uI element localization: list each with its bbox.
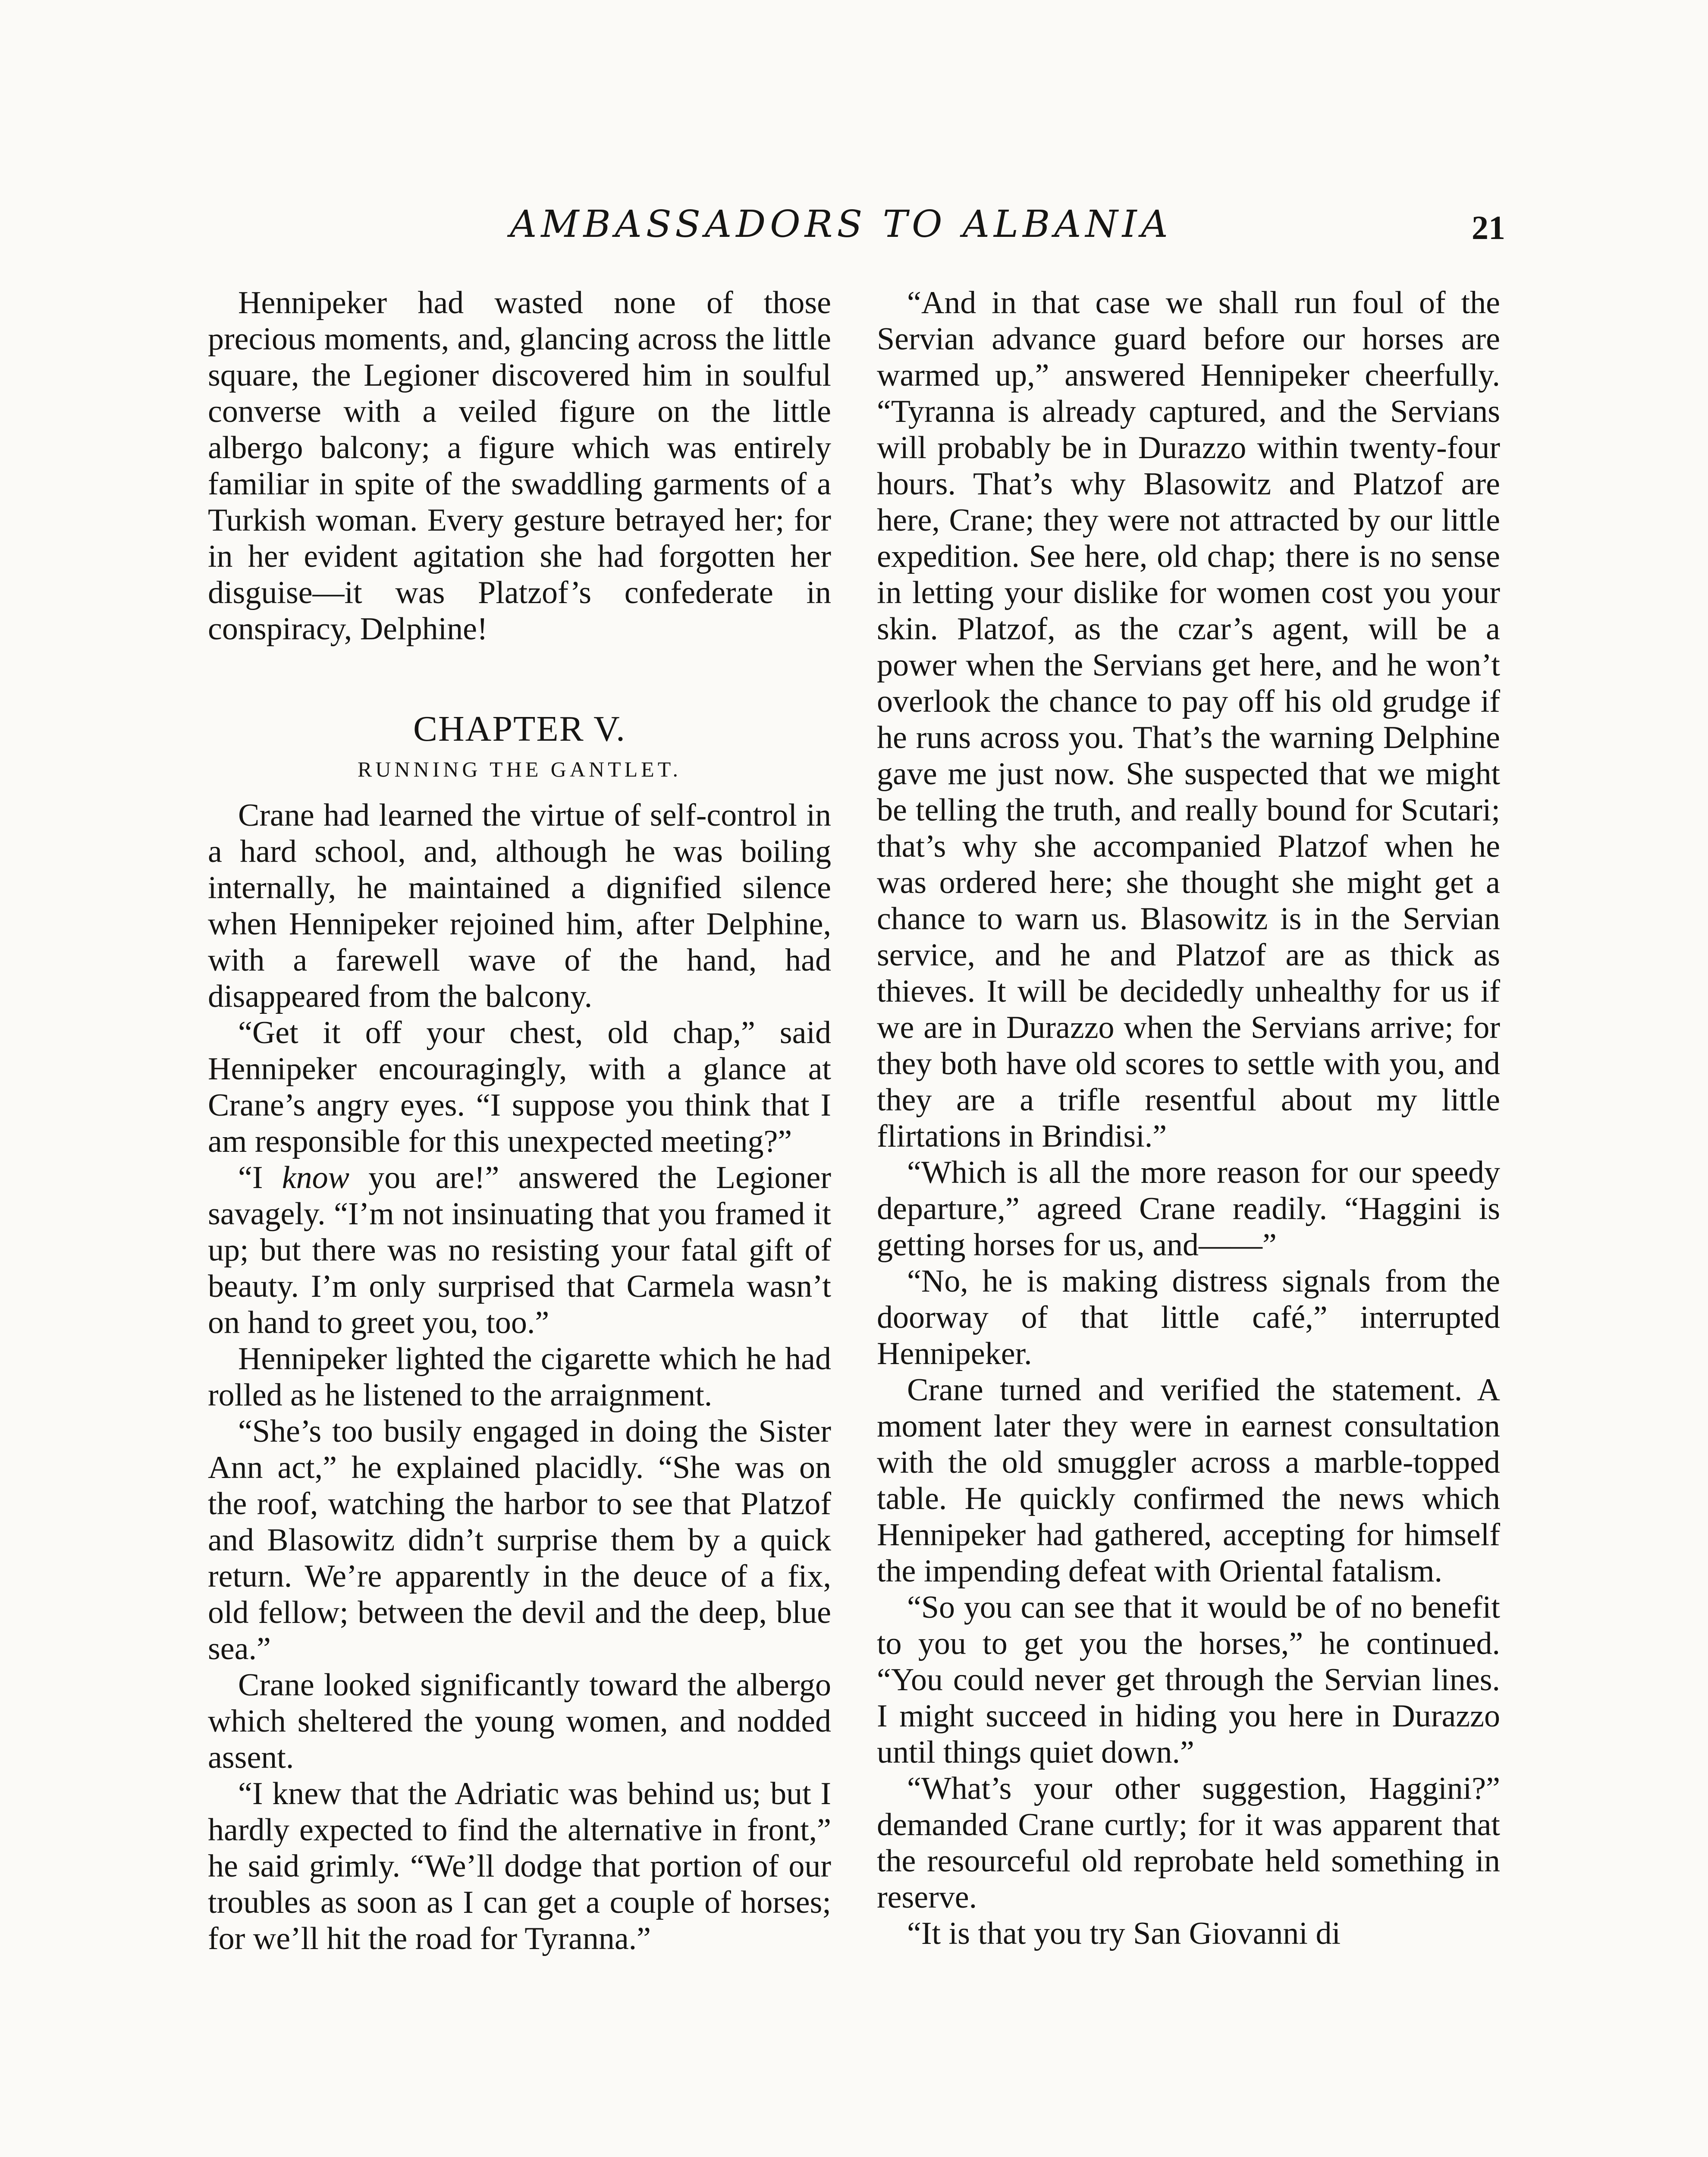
chapter-heading: CHAPTER V. [413, 709, 626, 749]
paragraph-text: “I [238, 1160, 282, 1195]
right-column [877, 285, 1500, 1952]
paragraph: Hennipeker lighted the cigarette which he had rolled as he listened to the arraignment. [208, 1341, 831, 1413]
running-header-title: AMBASSADORS TO ALBANIA [510, 203, 1172, 246]
page-number: 21 [1472, 209, 1505, 246]
paragraph: “She’s too busily engaged in doing the Sister Ann act,” he explained placidly. “She was on the roof, watching the harbor to see that Platzof and Blasowitz didn’t surprise them by a quick return. We’re apparently in the deuce of a fix, old fellow; between the devil and the deep, blue sea.” [208, 1414, 831, 1666]
paragraph: “It is that you try San Giovanni di [907, 1916, 1341, 1951]
paragraph: Crane turned and verified the statement. A moment later they were in earnest consultation with the old smuggler across a marble-topped table. He quickly confirmed the news which Hennipeker had gathered, accepting for himself the impending defeat with Oriental fatalism. [877, 1372, 1500, 1589]
paragraph: Crane had learned the virtue of self-control in a hard school, and, although he was boiling internally, he maintained a dignified silence when Hennipeker rejoined him, after Delphine, with a farewell wave of the hand, had disappeared from the balcony. [208, 798, 831, 1014]
paragraph: “And in that case we shall run foul of the Servian advance guard before our horses are warmed up,” answered Hennipeker cheerfully. “Tyranna is already captured, and the Servians will probably be in Durazzo within twenty-four hours. That’s why Blasowitz and Platzof are here, Crane; they were not attracted by our little expedition. See here, old chap; there is no sense in letting your dislike for women cost you your skin. Platzof, as the czar’s agent, will be a power when the Servians get here, and he won’t overlook the chance to pay off his old grudge if he runs across you. That’s the warning Delphine gave me just now. She suspected that we might be telling the truth, and really bound for Scutari; that’s why she accompanied Platzof when he was ordered here; she thought she might get a chance to warn us. Blasowitz is in the Servian service, and he and Platzof are as thick as thieves. It will be decidedly unhealthy for us if we are in Durazzo when the Servians arrive; for they both have old scores to settle with you, and they are a trifle resentful about my little flirtations in Brindisi.” [877, 285, 1500, 1154]
paragraph: “I knew that the Adriatic was behind us; but I hardly expected to find the alternative in front,” he said grimly. “We’ll dodge that portion of our troubles as soon as I can get a couple of horses; for we’ll hit the road for Tyranna.” [208, 1776, 831, 1956]
paragraph: “So you can see that it would be of no benefit to you to get you the horses,” he continued. “You could never get through the Servian lines. I might succeed in hiding you here in Durazzo until things quiet down.” [877, 1590, 1500, 1770]
paragraph [208, 1160, 831, 1341]
paragraph-text: you are!” answered the Legioner savagely. “I’m not insinuating that you framed it up; but there was no resisting your fatal gift of beauty. I’m only surprised that Carmela wasn’t on hand to greet you, too.” [208, 1160, 831, 1340]
paragraph: “What’s your other suggestion, Haggini?” demanded Crane curtly; for it was apparent that the resourceful old reprobate held something in reserve. [877, 1771, 1500, 1915]
emphasized-word: know [282, 1160, 349, 1195]
chapter-subtitle: RUNNING THE GANTLET. [357, 757, 682, 781]
paragraph: “No, he is making distress signals from the doorway of that little café,” interrupted Hennipeker. [877, 1264, 1500, 1371]
left-column [208, 285, 831, 1957]
paragraph: Hennipeker had wasted none of those precious moments, and, glancing across the little square, the Legioner discovered him in soulful converse with a veiled figure on the little albergo balcony; a figure which was entirely familiar in spite of the swaddling garments of a Turkish woman. Every gesture betrayed her; for in her evident agitation she had forgotten her disguise—it was Platzof’s confederate in conspiracy, Delphine! [208, 285, 831, 647]
paragraph: Crane looked significantly toward the albergo which sheltered the young women, and nodded assent. [208, 1667, 831, 1775]
paragraph: “Which is all the more reason for our speedy departure,” agreed Crane readily. “Haggini is getting horses for us, and——” [877, 1155, 1500, 1263]
paragraph: “Get it off your chest, old chap,” said Hennipeker encouragingly, with a glance at Crane’s angry eyes. “I suppose you think that I am responsible for this unexpected meeting?” [208, 1015, 831, 1159]
